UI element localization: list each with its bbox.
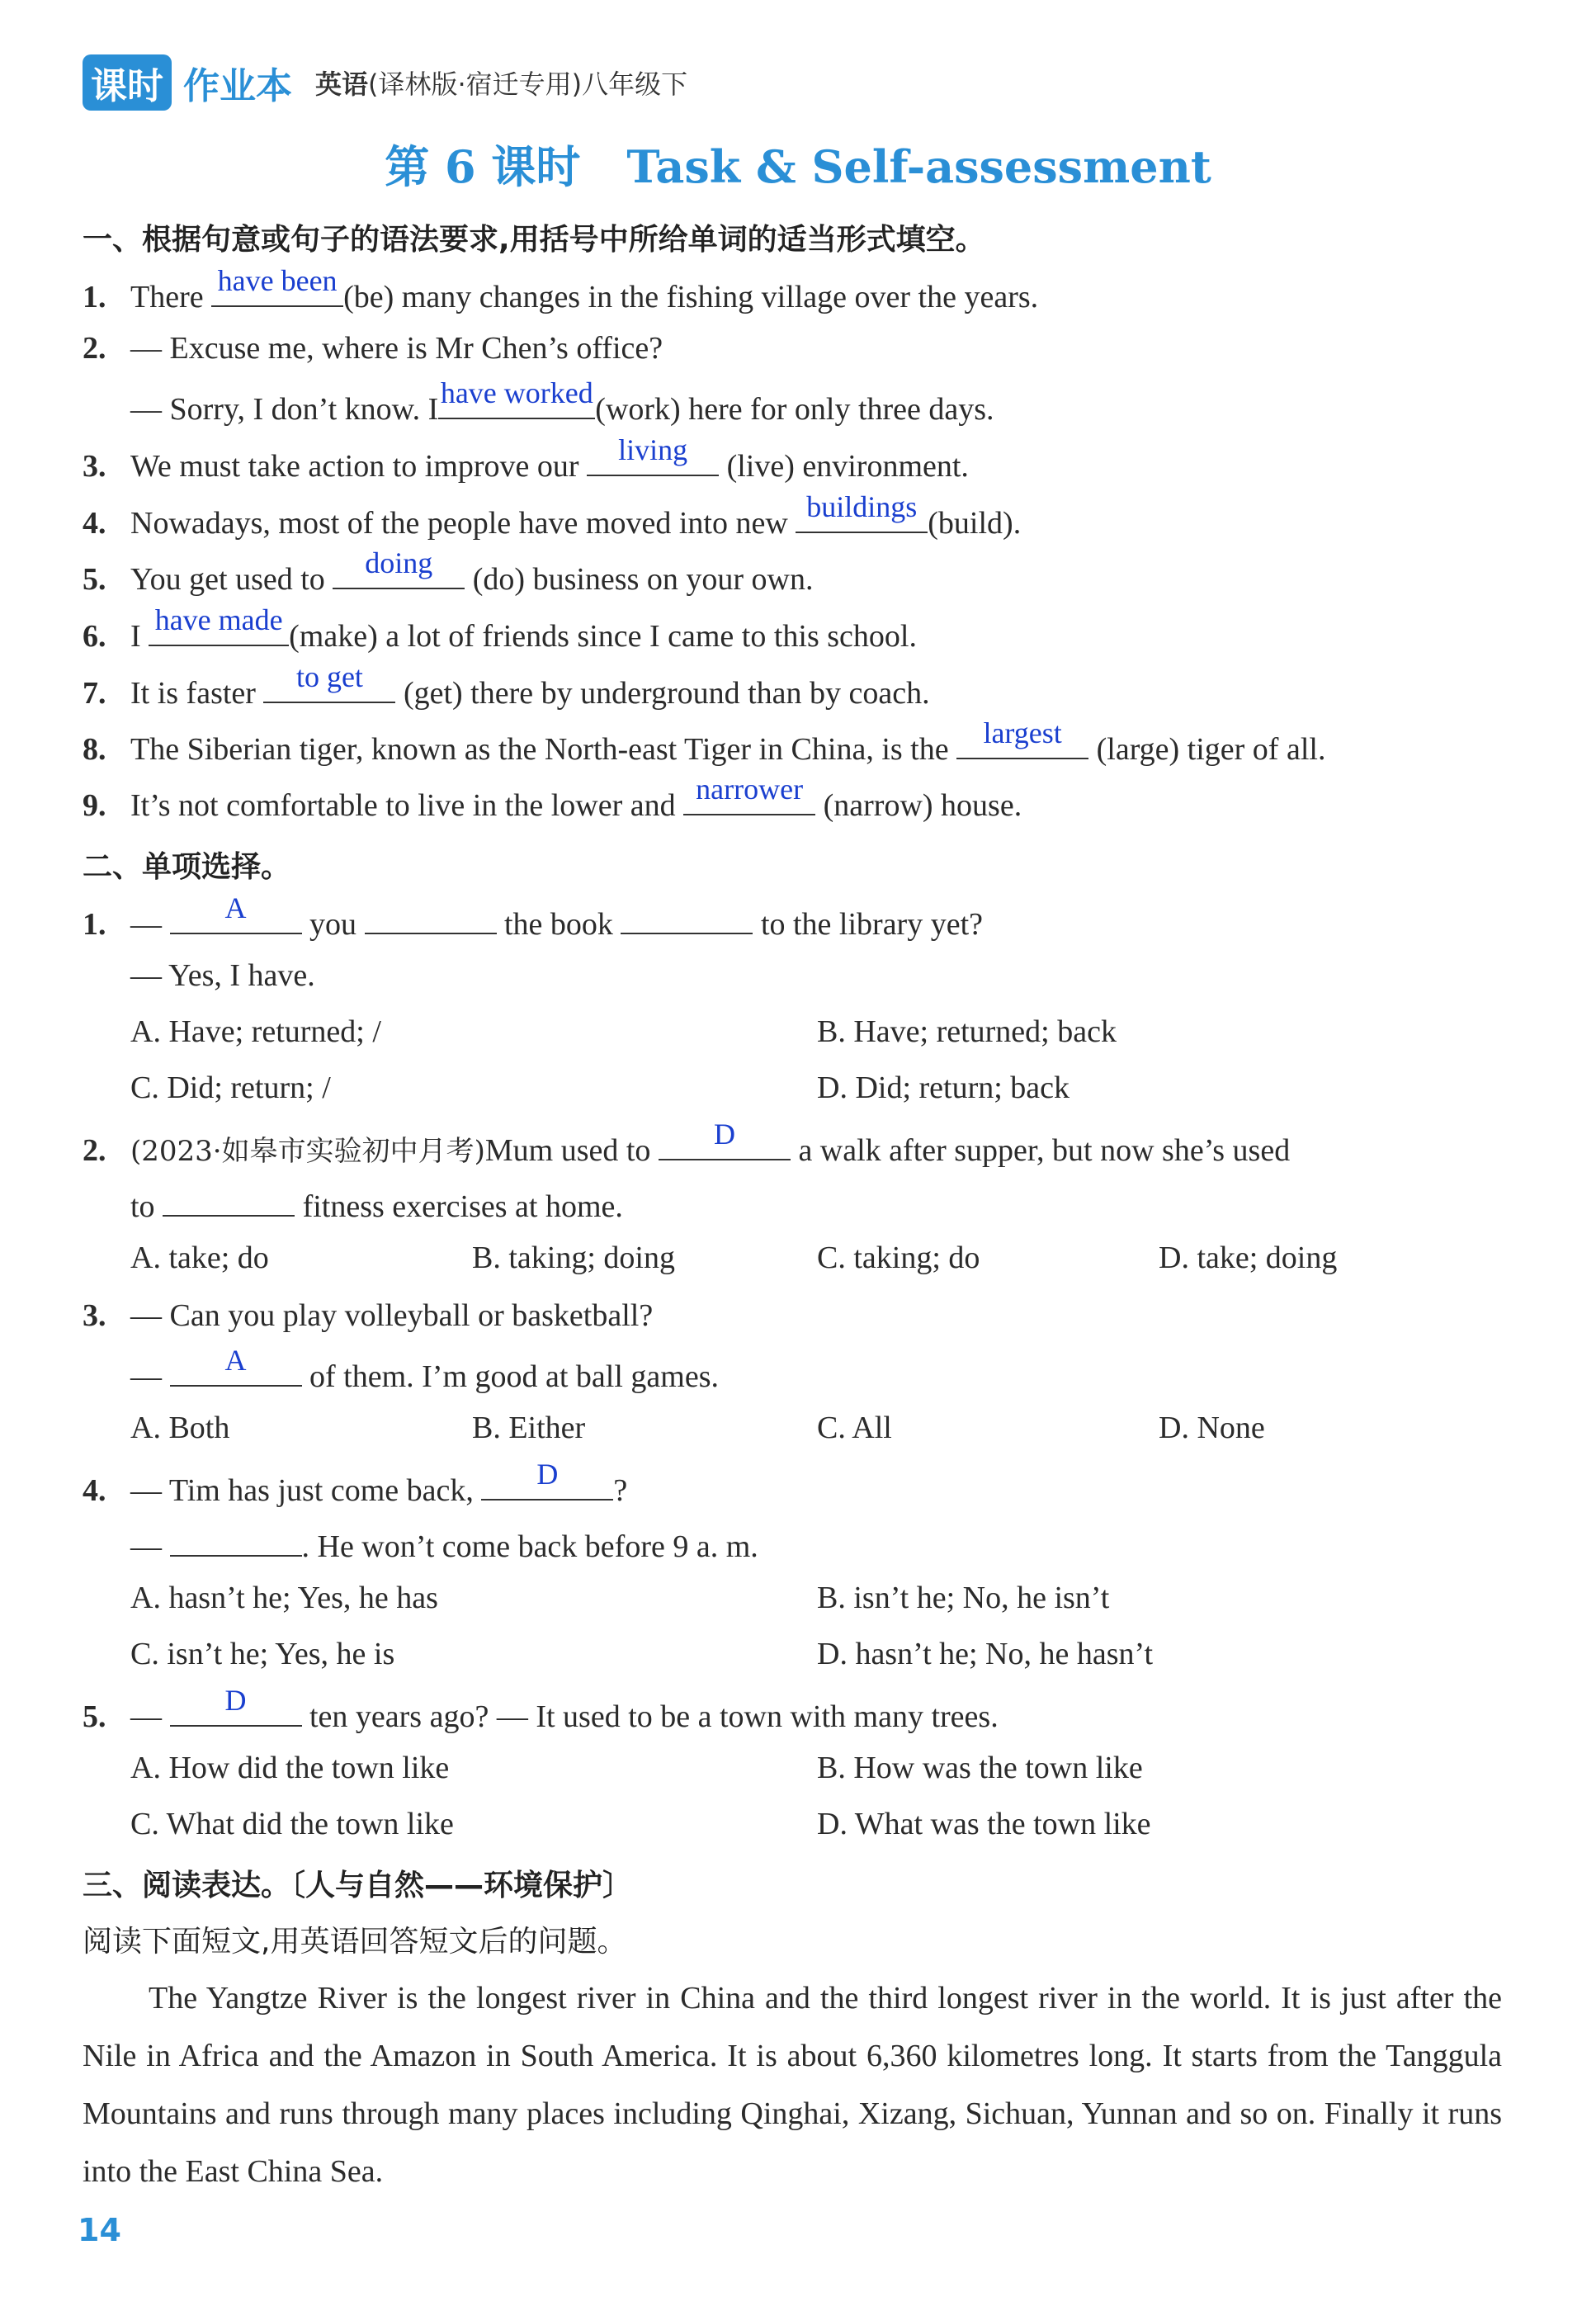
question-text: I — [130, 619, 149, 654]
s2-q1-reply — [83, 956, 315, 995]
question-text: you — [301, 907, 365, 942]
answer-blank[interactable] — [796, 490, 928, 533]
answer-text: largest — [983, 716, 1062, 749]
question-number: 3. — [83, 1298, 106, 1333]
answer-blank[interactable] — [481, 1458, 613, 1500]
question-number: 1. — [83, 280, 106, 314]
option-c[interactable]: C. isn’t he; Yes, he is — [130, 1637, 395, 1671]
s2-q4 — [83, 1458, 628, 1510]
question-number: 3. — [83, 449, 106, 484]
question-number: 6. — [83, 619, 106, 654]
question-text: (get) there by underground than by coach. — [395, 676, 930, 711]
answer-blank[interactable] — [956, 716, 1088, 759]
lesson-number: 第 6 课时 — [385, 140, 581, 193]
question-text: We must take action to improve our — [130, 449, 588, 484]
answer-text: D — [224, 1684, 247, 1717]
question-text: The Siberian tiger, known as the North-east Tiger in China, is the — [130, 732, 957, 767]
logo-work-text: 作业本 — [183, 65, 292, 107]
question-number: 5. — [83, 562, 106, 597]
subject-bold: 英语 — [315, 69, 369, 100]
option-a[interactable]: A. How did the town like — [130, 1751, 450, 1785]
s1-q8 — [83, 716, 1326, 769]
answer-blank[interactable] — [263, 660, 395, 703]
section2-title: 二、单项选择。 — [83, 850, 291, 884]
section3-title: 三、阅读表达。〔人与自然——环境保护〕 — [83, 1869, 633, 1902]
s1-q2b — [83, 376, 994, 429]
question-text: — Can you play volleyball or basketball? — [130, 1298, 654, 1333]
subject-rest: (译林版·宿迁专用)八年级下 — [368, 69, 688, 100]
answer-blank[interactable] — [659, 1118, 791, 1160]
question-text: Nowadays, most of the people have moved into new — [130, 506, 796, 541]
lesson-title — [0, 132, 1596, 196]
option-c[interactable]: C. What did the town like — [130, 1807, 454, 1841]
question-text: ten years ago? — It used to be a town with many trees. — [301, 1699, 999, 1734]
question-source: (2023·如皋市实验初中月考) — [130, 1135, 485, 1168]
question-text: (narrow) house. — [815, 788, 1022, 823]
question-text: — — [130, 907, 170, 942]
question-text: . He won’t come back before 9 a. m. — [301, 1529, 758, 1564]
s1-q5 — [83, 546, 814, 599]
question-text: the book — [496, 907, 621, 942]
question-text: It’s not comfortable to live in the lower and — [130, 788, 684, 823]
logo: 课时 — [83, 54, 172, 111]
question-text: fitness exercises at home. — [295, 1189, 623, 1224]
answer-blank[interactable] — [211, 264, 343, 307]
answer-text: A — [224, 1344, 247, 1377]
option-b[interactable]: B. Have; returned; back — [817, 1014, 1117, 1049]
answer-blank[interactable] — [149, 603, 289, 646]
option-d[interactable]: D. take; doing — [1159, 1241, 1338, 1275]
answer-text: A — [224, 891, 247, 924]
s1-q2a — [83, 328, 663, 368]
s2-q4-line2 — [83, 1522, 758, 1567]
question-text: — — [130, 1529, 170, 1564]
answer-text: D — [536, 1458, 559, 1491]
answer-blank[interactable] — [170, 1684, 302, 1727]
option-b[interactable]: B. taking; doing — [472, 1241, 675, 1275]
s2-q5 — [83, 1684, 999, 1737]
question-text: — — [130, 1699, 170, 1734]
page-number: 14 — [78, 2212, 121, 2248]
option-d[interactable]: D. None — [1159, 1411, 1265, 1445]
s2-q2 — [83, 1118, 1291, 1171]
answer-text: to get — [295, 660, 363, 693]
option-c[interactable]: C. All — [817, 1411, 892, 1445]
s1-q9 — [83, 773, 1022, 825]
s1-q6 — [83, 603, 917, 656]
question-number: 5. — [83, 1699, 106, 1734]
question-number: 2. — [83, 331, 106, 366]
answer-text: living — [618, 433, 688, 466]
question-text: to — [130, 1189, 163, 1224]
question-number: 7. — [83, 676, 106, 711]
section3-instruction: 阅读下面短文,用英语回答短文后的问题。 — [83, 1925, 627, 1959]
answer-blank[interactable] — [170, 891, 302, 934]
question-text: (make) a lot of friends since I came to this school. — [289, 619, 917, 654]
answer-text: have worked — [440, 376, 593, 409]
option-d[interactable]: D. hasn’t he; No, he hasn’t — [817, 1637, 1154, 1671]
question-number: 9. — [83, 788, 106, 823]
answer-blank[interactable] — [170, 1522, 302, 1557]
question-text: There — [130, 280, 212, 314]
question-text: (build). — [928, 506, 1022, 541]
s1-q4 — [83, 490, 1022, 543]
question-text: to the library yet? — [753, 907, 983, 942]
question-number: 2. — [83, 1133, 106, 1168]
question-text: — Excuse me, where is Mr Chen’s office? — [130, 331, 663, 366]
answer-blank[interactable] — [170, 1344, 302, 1387]
s1-q1 — [83, 264, 1039, 317]
question-number: 4. — [83, 1473, 106, 1508]
answer-text: narrower — [696, 773, 804, 806]
answer-blank[interactable] — [683, 773, 815, 815]
reading-paragraph: The Yangtze River is the longest river in China and the third longest river in the world. It is just after the Nile in Africa and the Amazon in South America. It is about 6,360 kilometres long. It starts from the Tanggula Mountains and runs through many places including Qinghai, Xizang, Sichuan, Yunnan and so on. Finally it runs into the East China Sea. — [83, 1981, 1502, 2189]
question-text: (live) environment. — [719, 449, 969, 484]
option-b[interactable]: B. isn’t he; No, he isn’t — [817, 1581, 1110, 1615]
answer-text: doing — [365, 546, 433, 579]
option-c[interactable]: C. Did; return; / — [130, 1070, 331, 1105]
lesson-name: Task & Self-assessment — [626, 140, 1211, 193]
s1-q3 — [83, 433, 969, 486]
question-number: 1. — [83, 907, 106, 942]
answer-blank[interactable] — [438, 376, 595, 419]
answer-blank[interactable] — [621, 900, 753, 934]
answer-text: D — [713, 1118, 735, 1151]
s2-q2-line2 — [83, 1182, 623, 1226]
answer-text: buildings — [806, 490, 918, 523]
header — [83, 50, 687, 116]
question-text: of them. I’m good at ball games. — [301, 1359, 719, 1394]
option-a[interactable]: A. Both — [130, 1411, 230, 1445]
option-d[interactable]: D. Did; return; back — [817, 1070, 1070, 1105]
reply-text: — Yes, I have. — [130, 958, 315, 993]
option-b[interactable]: B. How was the town like — [817, 1751, 1143, 1785]
question-text: — — [130, 1359, 170, 1394]
answer-blank[interactable] — [365, 900, 497, 934]
question-text: — Tim has just come back, — [130, 1473, 482, 1508]
question-text: (large) tiger of all. — [1088, 732, 1326, 767]
answer-blank[interactable] — [163, 1182, 295, 1217]
subject-label — [315, 64, 687, 102]
s2-q1 — [83, 891, 983, 944]
question-text: (be) many changes in the fishing village over the years. — [343, 280, 1039, 314]
question-number: 8. — [83, 732, 106, 767]
s1-q7 — [83, 660, 930, 713]
question-text: (work) here for only three days. — [595, 392, 994, 427]
s2-q3-line2 — [83, 1344, 719, 1397]
answer-text: have made — [154, 603, 283, 636]
answer-blank[interactable] — [587, 433, 719, 476]
question-text: You get used to — [130, 562, 333, 597]
question-number: 4. — [83, 506, 106, 541]
option-a[interactable]: A. Have; returned; / — [130, 1014, 381, 1049]
question-text: a walk after supper, but now she’s used — [790, 1133, 1291, 1168]
question-text: ? — [613, 1473, 628, 1508]
option-a[interactable]: A. take; do — [130, 1241, 269, 1275]
answer-blank[interactable] — [333, 546, 465, 589]
question-text: (do) business on your own. — [465, 562, 814, 597]
question-text: — Sorry, I don’t know. I — [130, 392, 439, 427]
answer-text: have been — [217, 264, 338, 297]
option-b[interactable]: B. Either — [472, 1411, 586, 1445]
section1-title: 一、根据句意或句子的语法要求,用括号中所给单词的适当形式填空。 — [83, 223, 985, 257]
option-a[interactable]: A. hasn’t he; Yes, he has — [130, 1581, 438, 1615]
question-text: It is faster — [130, 676, 264, 711]
s2-q3 — [83, 1296, 653, 1335]
question-text: Mum used to — [484, 1133, 659, 1168]
option-d[interactable]: D. What was the town like — [817, 1807, 1151, 1841]
option-c[interactable]: C. taking; do — [817, 1241, 980, 1275]
